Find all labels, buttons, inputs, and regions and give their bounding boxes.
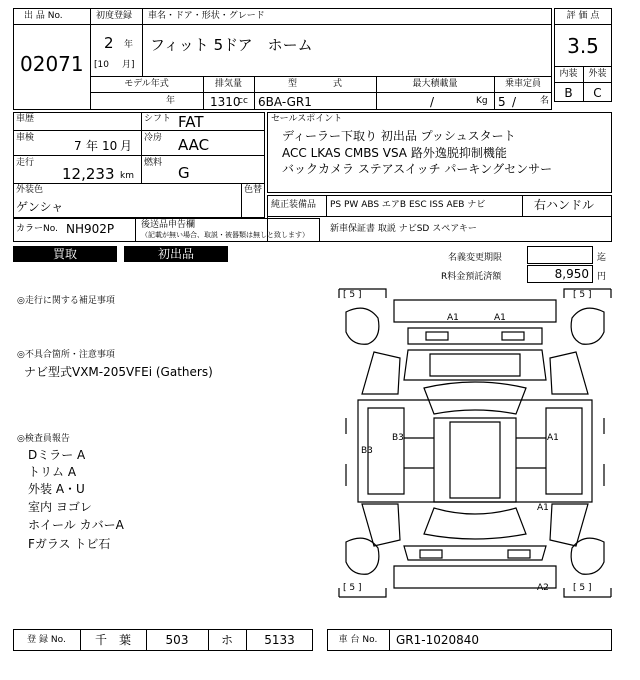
mileage-unit: km [120, 171, 134, 181]
inspector-line: 室内 ヨゴレ [28, 500, 92, 514]
diagram-corner-label: [ 5 ] [573, 583, 592, 593]
car-damage-diagram [338, 288, 612, 598]
name-change-unit: 迄 [597, 253, 607, 263]
max-load-unit: Kg [476, 96, 488, 106]
max-load-separator: / [430, 95, 435, 109]
defects-title: ◎不具合箇所・注意事項 [17, 350, 115, 360]
first-reg-label: 初度登録 [96, 11, 133, 21]
inspection-year: 7 [74, 139, 82, 153]
inspector-line: トリム A [28, 465, 77, 479]
recycle-label: R料金預託済額 [441, 272, 502, 282]
inspection-year-unit: 年 [86, 139, 99, 153]
capacity-unit: 名 [540, 96, 550, 106]
equipment-label: 純正装備品 [271, 200, 317, 210]
inspector-line: 外装 A・U [28, 482, 85, 496]
car-name-label: 車名・ドア・形状・グレード [148, 11, 265, 21]
lot-no-label: 出 品 No. [24, 11, 63, 21]
steering-value: 右ハンドル [534, 198, 595, 212]
mileage-label: 走行 [16, 158, 35, 168]
recycle-amount: 8,950 [554, 267, 589, 281]
post-report-label: 後送品申告欄 [141, 220, 196, 230]
sales-point-line: バックカメラ ステアスイッチ パーキングセンサー [282, 162, 553, 176]
color-no-value: NH902P [66, 222, 115, 236]
recycle-unit: 円 [597, 272, 607, 282]
spec-label-model-year: モデル年式 [124, 79, 169, 89]
damage-mark: B3 [392, 433, 404, 443]
name-change-box [527, 246, 593, 264]
diagram-corner-label: [ 5 ] [343, 583, 362, 593]
car-name: フィット 5ドア ホーム [150, 36, 313, 54]
chassis-value: GR1-1020840 [396, 633, 480, 647]
damage-mark: A1 [494, 313, 506, 323]
inspection-month-unit: 月 [120, 139, 133, 153]
capacity-value: 5 [498, 95, 506, 109]
post-report-note: （記載が無い場合、取説・被器類は無しと致します） [141, 231, 309, 239]
ac-value: AAC [178, 136, 210, 154]
spec-label-capacity: 乗車定員 [504, 79, 541, 89]
capacity-separator: / [512, 95, 517, 109]
reg-no-label: 登 録 No. [27, 635, 66, 645]
interior-grade: B [564, 86, 573, 100]
first-reg-year: 2 [104, 34, 114, 52]
reg-region: 千 葉 [94, 633, 131, 647]
diagram-corner-label: [ 5 ] [343, 290, 362, 300]
shift-label: シフト [144, 114, 172, 124]
inspection-label: 車検 [16, 133, 35, 143]
driving-notes-title: ◎走行に関する補足事項 [17, 296, 115, 306]
reg-number: 5133 [264, 633, 295, 647]
inspector-line: Dミラー A [28, 448, 86, 462]
buy-badge: 買取 [13, 246, 117, 262]
inspector-line: ホイール カバーA [28, 518, 124, 532]
warranty-items: 新車保証書 取説 ナビSD スペアキー [330, 224, 477, 234]
rating-value: 3.5 [567, 34, 599, 58]
color-label: 外装色 [16, 185, 44, 195]
history-label: 車歴 [16, 114, 35, 124]
model-year-unit: 年 [166, 96, 176, 106]
damage-mark: B3 [361, 446, 373, 456]
defects-line: ナビ型式VXM-205VFEi (Gathers) [24, 365, 213, 379]
spec-label-displacement: 排気量 [214, 79, 242, 89]
reg-kana: ホ [220, 633, 233, 647]
fuel-value: G [178, 164, 190, 182]
exterior-grade: C [593, 86, 602, 100]
first-listing-badge: 初出品 [124, 246, 228, 262]
inspector-line: Fガラス トビ石 [28, 537, 111, 551]
equipment-items: PS PW ABS エアB ESC ISS AEB ナビ [330, 200, 486, 210]
lot-no: 02071 [20, 52, 84, 76]
damage-mark: A1 [547, 433, 559, 443]
mileage-value: 12,233 [62, 165, 115, 183]
model-value: 6BA-GR1 [258, 95, 312, 109]
fuel-label: 燃料 [144, 158, 163, 168]
exterior-label: 外装 [588, 69, 607, 79]
ac-label: 冷房 [144, 133, 163, 143]
first-reg-month: [10 [94, 60, 109, 70]
first-reg-year-unit: 年 [124, 40, 134, 50]
damage-mark: A1 [537, 503, 549, 513]
chassis-label: 車 台 No. [338, 635, 378, 645]
inspection-month: 10 [102, 139, 118, 153]
sales-point-line: ACC LKAS CMBS VSA 路外逸脱抑制機能 [282, 146, 507, 160]
spec-label-model: 型 式 [287, 79, 342, 89]
reg-class: 503 [165, 633, 189, 647]
spec-label-max-load: 最大積載量 [412, 79, 458, 89]
displacement-unit: cc [238, 96, 248, 106]
diagram-corner-label: [ 5 ] [573, 290, 592, 300]
first-reg-month-unit: 月] [122, 60, 135, 70]
color-no-label: カラーNo. [16, 224, 58, 234]
inspector-title: ◎検査員報告 [17, 434, 70, 444]
damage-mark: A1 [447, 313, 459, 323]
color-change-label: 色替 [244, 185, 263, 195]
color-value: ゲンシャ [16, 200, 64, 214]
name-change-label: 名義変更期限 [448, 253, 503, 263]
interior-label: 内装 [559, 69, 578, 79]
damage-mark: A2 [537, 583, 549, 593]
sales-points-label: セールスポイント [271, 114, 343, 124]
rating-label: 評 価 点 [566, 11, 600, 21]
displacement-value: 1310 [210, 95, 241, 109]
sales-point-line: ディーラー下取り 初出品 プッシュスタート [282, 129, 516, 143]
shift-value: FAT [178, 113, 204, 131]
